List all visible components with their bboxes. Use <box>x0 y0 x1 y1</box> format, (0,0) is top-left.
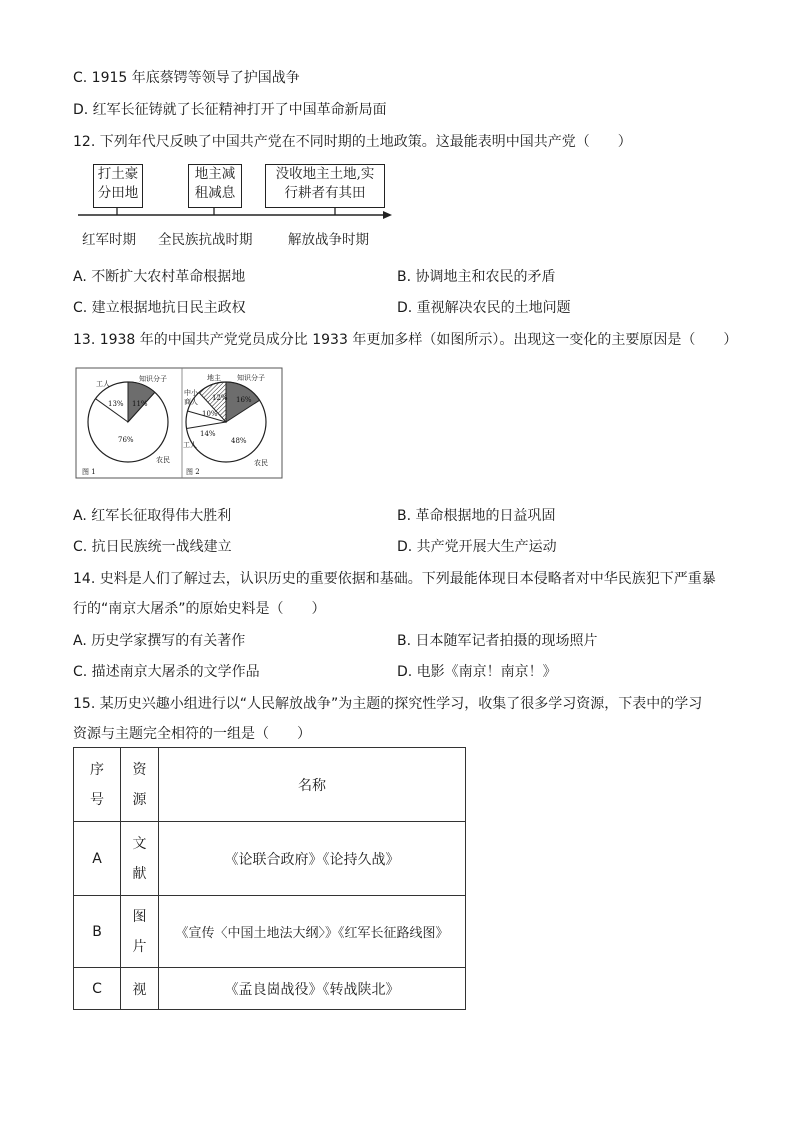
q14-stem-line1: 14. 史料是人们了解过去，认识历史的重要依据和基础。下列最能体现日本侵略者对中华民族犯下严重暴 <box>73 571 716 587</box>
q14-stem-line2: 行的“南京大屠杀”的原始史料是（ ） <box>73 601 326 617</box>
pie1-label-intellectual: 知识分子 <box>139 375 167 383</box>
pie1-label-peasant: 农民 <box>156 456 170 464</box>
q14-option-b: B. 日本随军记者拍摄的现场照片 <box>397 633 598 649</box>
q15-stem-line2: 资源与主题完全相符的一组是（ ） <box>73 726 311 742</box>
pie2-label-landlord: 地主 <box>207 374 221 382</box>
q13-option-d: D. 共产党开展大生产运动 <box>397 539 557 555</box>
table-row <box>74 822 466 896</box>
row-b-no: B <box>74 896 121 968</box>
table-header-row <box>74 748 466 822</box>
pie2-label-worker: 工人 <box>183 441 197 449</box>
header-no <box>74 748 121 822</box>
pie2-value-worker: 14% <box>200 430 216 438</box>
pie2-value-peasant: 48% <box>231 437 247 445</box>
q12-option-a: A. 不断扩大农村革命根据地 <box>73 269 246 285</box>
pie1-value-peasant: 76% <box>118 436 134 444</box>
row-c-name: 《孟良崮战役》《转战陕北》 <box>159 968 466 1010</box>
row-b-res-1: 图 <box>132 908 147 925</box>
pie2-value-landlord: 12% <box>212 394 228 402</box>
timeline-box-3-line2: 行耕者有其田 <box>284 185 366 201</box>
q14-option-c: C. 描述南京大屠杀的文学作品 <box>73 664 260 680</box>
row-a-res-2: 献 <box>132 865 147 882</box>
q13-option-a: A. 红军长征取得伟大胜利 <box>73 508 232 524</box>
timeline-box-3 <box>265 164 385 208</box>
pie1-value-worker: 13% <box>108 400 124 408</box>
row-a-res-1: 文 <box>132 835 147 852</box>
row-b-name: 《宣传〈中国土地法大纲〉》《红军长征路线图》 <box>159 896 466 968</box>
q14-option-a: A. 历史学家撰写的有关著作 <box>73 633 246 649</box>
pie2-label-peasant: 农民 <box>254 459 268 467</box>
row-a-resource <box>121 822 159 896</box>
pie2-value-smallbiz: 10% <box>202 410 218 418</box>
header-res-2: 源 <box>132 791 147 808</box>
header-name: 名称 <box>159 748 466 822</box>
pie1-caption: 图 1 <box>82 468 96 476</box>
row-a-no: A <box>74 822 121 896</box>
q11-option-d: D. 红军长征铸就了长征精神打开了中国革命新局面 <box>73 102 387 118</box>
q11-option-c: C. 1915 年底蔡锷等领导了护国战争 <box>73 70 300 86</box>
timeline-period-3: 解放战争时期 <box>288 232 369 248</box>
pie2-caption: 图 2 <box>186 468 200 476</box>
q12-timeline <box>70 160 400 250</box>
pie2-label-intellectual: 知识分子 <box>237 374 265 382</box>
q12-stem: 12. 下列年代尺反映了中国共产党在不同时期的土地政策。这最能表明中国共产党（ ） <box>73 134 632 150</box>
q13-stem: 13. 1938 年的中国共产党党员成分比 1933 年更加多样（如图所示）。出现这一变化的主要原因是（ ） <box>73 332 738 348</box>
header-res-1: 资 <box>132 761 147 778</box>
timeline-box-2 <box>188 164 242 208</box>
q15-resource-table <box>73 747 466 1010</box>
timeline-box-1 <box>93 164 143 208</box>
q15-stem-line1: 15. 某历史兴趣小组进行以“人民解放战争”为主题的探究性学习，收集了很多学习资源，下表中的学习 <box>73 696 703 712</box>
header-no-2: 号 <box>90 791 104 808</box>
q14-option-d: D. 电影《南京！南京！》 <box>397 664 557 680</box>
header-no-1: 序 <box>90 761 104 778</box>
q12-option-d: D. 重视解决农民的土地问题 <box>397 300 571 316</box>
timeline-box-2-line2: 租减息 <box>194 185 236 201</box>
pie2-label-smallbiz: 中小 <box>184 389 198 397</box>
pie2-value-intellectual: 16% <box>236 396 252 404</box>
q13-pie-figure <box>74 366 286 484</box>
row-a-name: 《论联合政府》《论持久战》 <box>159 822 466 896</box>
q13-option-c: C. 抗日民族统一战线建立 <box>73 539 232 555</box>
header-resource <box>121 748 159 822</box>
timeline-period-2: 全民族抗战时期 <box>158 232 253 248</box>
table-row <box>74 968 466 1010</box>
q12-option-c: C. 建立根据地抗日民主政权 <box>73 300 246 316</box>
pie2-label-smallbiz2: 商人 <box>184 398 198 406</box>
timeline-box-1-line2: 分田地 <box>97 185 139 201</box>
timeline-box-3-line1: 没收地主土地,实 <box>275 166 375 182</box>
timeline-period-1: 红军时期 <box>82 232 136 248</box>
timeline-box-1-line1: 打土豪 <box>97 166 139 182</box>
row-c-resource: 视 <box>121 968 159 1010</box>
pie1-value-intellectual: 11% <box>132 400 148 408</box>
row-b-resource <box>121 896 159 968</box>
row-c-no: C <box>74 968 121 1010</box>
pie1-label-worker: 工人 <box>96 380 110 388</box>
q12-option-b: B. 协调地主和农民的矛盾 <box>397 269 556 285</box>
table-row <box>74 896 466 968</box>
q13-option-b: B. 革命根据地的日益巩固 <box>397 508 556 524</box>
row-b-res-2: 片 <box>132 938 147 955</box>
timeline-box-2-line1: 地主减 <box>194 166 236 182</box>
